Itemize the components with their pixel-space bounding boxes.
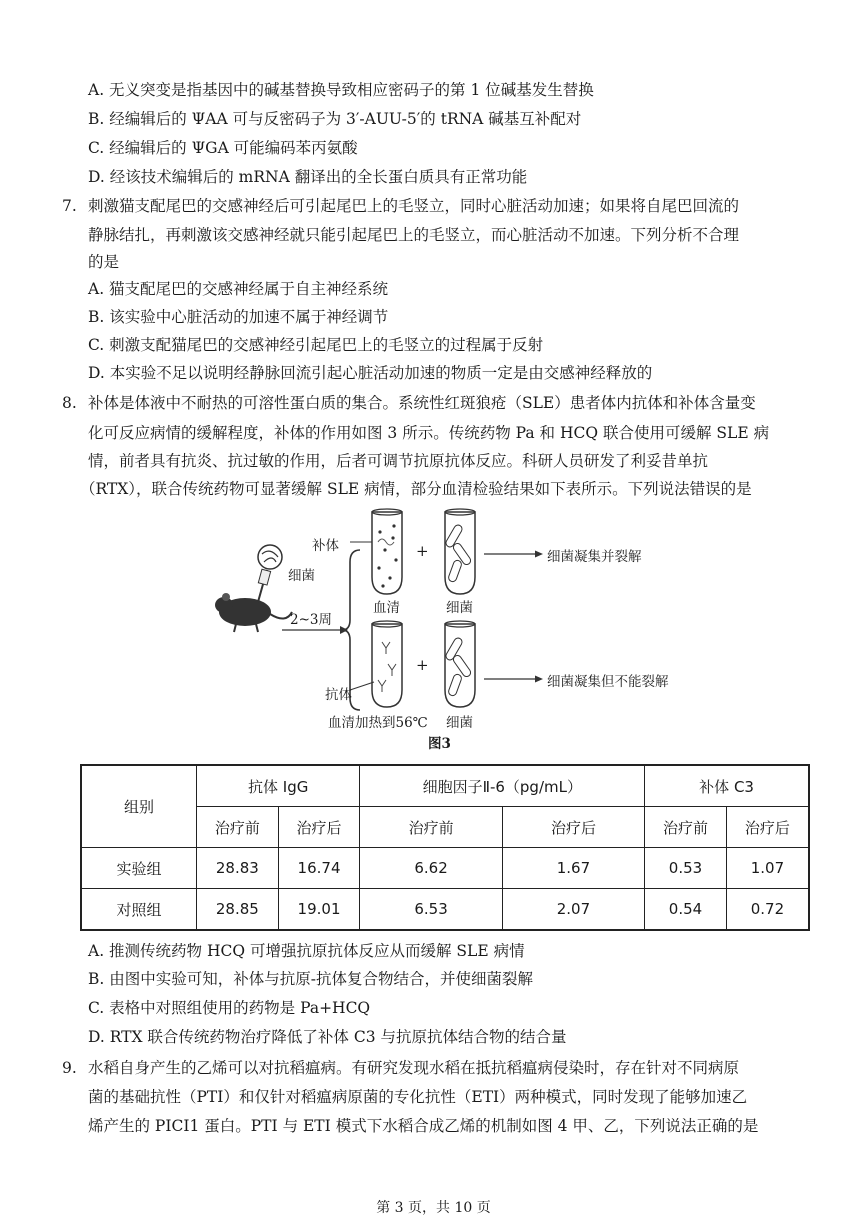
- q8-option-b: B. 由图中实验可知，补体与抗原-抗体复合物结合，并使细菌裂解: [88, 970, 533, 988]
- sub-header: 治疗后: [726, 807, 809, 848]
- table-cell: 16.74: [278, 848, 360, 889]
- col-group-igg: 抗体 IgG: [197, 765, 360, 807]
- fig-label-serum: 血清: [373, 600, 400, 616]
- fig-result-top: 细菌凝集并裂解: [547, 549, 642, 565]
- serum-results-table: [80, 764, 810, 931]
- q8-stem-line-3: 情，前者具有抗炎、抗过敏的作用，后者可调节抗原抗体反应。科研人员研发了利妥昔单抗: [88, 452, 709, 470]
- q8-number: 8.: [62, 394, 77, 412]
- table-row-control: [81, 889, 809, 931]
- q8-option-c: C. 表格中对照组使用的药物是 Pa+HCQ: [88, 999, 371, 1017]
- syringe-icon: [258, 545, 282, 602]
- table-cell: 28.85: [197, 889, 279, 931]
- q7-stem-text: 刺激猫支配尾巴的交感神经后可引起尾巴上的毛竖立，同时心脏活动加速；如果将自尾巴回流的: [88, 197, 740, 215]
- q7-option-b: B. 该实验中心脏活动的加速不属于神经调节: [88, 308, 389, 326]
- sub-header: 治疗后: [278, 807, 360, 848]
- table-cell: 6.62: [360, 848, 502, 889]
- heated-serum-tube: [372, 621, 402, 707]
- q7-stem-line-3: 的是: [88, 253, 120, 271]
- q9-stem-line-2: 菌的基础抗性（PTI）和仅针对稻瘟病原菌的专化抗性（ETI）两种模式，同时发现了能够加速乙: [88, 1088, 748, 1106]
- q8-stem-line-4: （RTX），联合传统药物可显著缓解 SLE 病情，部分血清检验结果如下表所示。下列说法错误的是: [80, 480, 752, 498]
- page-footer: 第 3 页，共 10 页: [376, 1200, 491, 1216]
- q9-stem-line-3: 烯产生的 PICI1 蛋白。PTI 与 ETI 模式下水稻合成乙烯的机制如图 4 甲、乙，下列说法正确的是: [88, 1117, 759, 1135]
- sub-header: 治疗后: [502, 807, 644, 848]
- fig-label-heated-serum: 血清加热到56℃: [328, 715, 428, 731]
- row-label: 实验组: [81, 848, 197, 889]
- fig-label-bacteria-top: 细菌: [446, 600, 473, 616]
- q9-stem-text: 水稻自身产生的乙烯可以对抗稻瘟病。有研究发现水稻在抵抗稻瘟病侵染时，存在针对不同病原: [88, 1059, 740, 1077]
- figure-caption: 图3: [428, 736, 451, 752]
- serum-tube-top: [372, 509, 402, 594]
- bacteria-tube-top: [445, 509, 475, 594]
- q8-stem-line-1: [62, 393, 756, 413]
- q6-option-d: D. 经该技术编辑后的 mRNA 翻译出的全长蛋白质具有正常功能: [88, 168, 528, 186]
- col-group-c3: 补体 C3: [645, 765, 809, 807]
- table-cell: 0.53: [645, 848, 727, 889]
- fig-label-complement: 补体: [312, 538, 339, 554]
- q7-stem-line-1: [62, 196, 739, 216]
- sub-header: 治疗前: [645, 807, 727, 848]
- fig-result-bottom: 细菌凝集但不能裂解: [547, 674, 669, 690]
- table-cell: 28.83: [197, 848, 279, 889]
- table-cell: 0.54: [645, 889, 727, 931]
- table-row-experimental: [81, 848, 809, 889]
- q7-option-c: C. 刺激支配猫尾巴的交感神经引起尾巴上的毛竖立的过程属于反射: [88, 336, 544, 354]
- figure-3: [200, 502, 700, 752]
- table-cell: 0.72: [726, 889, 809, 931]
- q6-option-b: B. 经编辑后的 ΨAA 可与反密码子为 3′-AUU-5′的 tRNA 碱基互补配对: [88, 110, 582, 128]
- q7-number: 7.: [62, 197, 77, 215]
- fig-label-antibody: 抗体: [325, 687, 352, 703]
- mouse-illustration: [215, 593, 292, 632]
- col-group-cytokine: 细胞因子Ⅱ-6（pg/mL）: [360, 765, 645, 807]
- q9-stem-line-1: [62, 1058, 739, 1078]
- q9-number: 9.: [62, 1059, 77, 1077]
- table-cell: 19.01: [278, 889, 360, 931]
- q6-option-a: A. 无义突变是指基因中的碱基替换导致相应密码子的第 1 位碱基发生替换: [88, 81, 594, 99]
- fig-label-bacteria-injected: 细菌: [288, 568, 315, 584]
- q7-option-d: D. 本实验不足以说明经静脉回流引起心脏活动加速的物质一定是由交感神经释放的: [88, 364, 653, 382]
- table-cell: 6.53: [360, 889, 502, 931]
- table-header-row: [81, 765, 809, 807]
- fig-plus-bottom: +: [416, 656, 429, 674]
- q6-option-c: C. 经编辑后的 ΨGA 可能编码苯丙氨酸: [88, 139, 358, 157]
- sub-header: 治疗前: [360, 807, 502, 848]
- q8-option-a: A. 推测传统药物 HCQ 可增强抗原抗体反应从而缓解 SLE 病情: [88, 942, 525, 960]
- q7-option-a: A. 猫支配尾巴的交感神经属于自主神经系统: [88, 280, 389, 298]
- table-group-header: 组别: [81, 765, 197, 848]
- fig-plus-top: +: [416, 542, 429, 560]
- q7-stem-line-2: 静脉结扎，再刺激该交感神经就只能引起尾巴上的毛竖立，而心脏活动不加速。下列分析不合理: [88, 226, 740, 244]
- q8-option-d: D. RTX 联合传统药物治疗降低了补体 C3 与抗原抗体结合物的结合量: [88, 1028, 567, 1046]
- sub-header: 治疗前: [197, 807, 279, 848]
- q8-stem-text: 补体是体液中不耐热的可溶性蛋白质的集合。系统性红斑狼疮（SLE）患者体内抗体和补体含量变: [88, 394, 756, 412]
- q8-stem-line-2: 化可反应病情的缓解程度，补体的作用如图 3 所示。传统药物 Pa 和 HCQ 联合使用可缓解 SLE 病: [88, 424, 770, 442]
- table-cell: 1.67: [502, 848, 644, 889]
- table-cell: 1.07: [726, 848, 809, 889]
- fig-label-weeks: 2~3周: [290, 612, 332, 628]
- bacteria-tube-bottom: [445, 621, 475, 707]
- fig-label-bacteria-bottom: 细菌: [446, 715, 473, 731]
- table-cell: 2.07: [502, 889, 644, 931]
- row-label: 对照组: [81, 889, 197, 931]
